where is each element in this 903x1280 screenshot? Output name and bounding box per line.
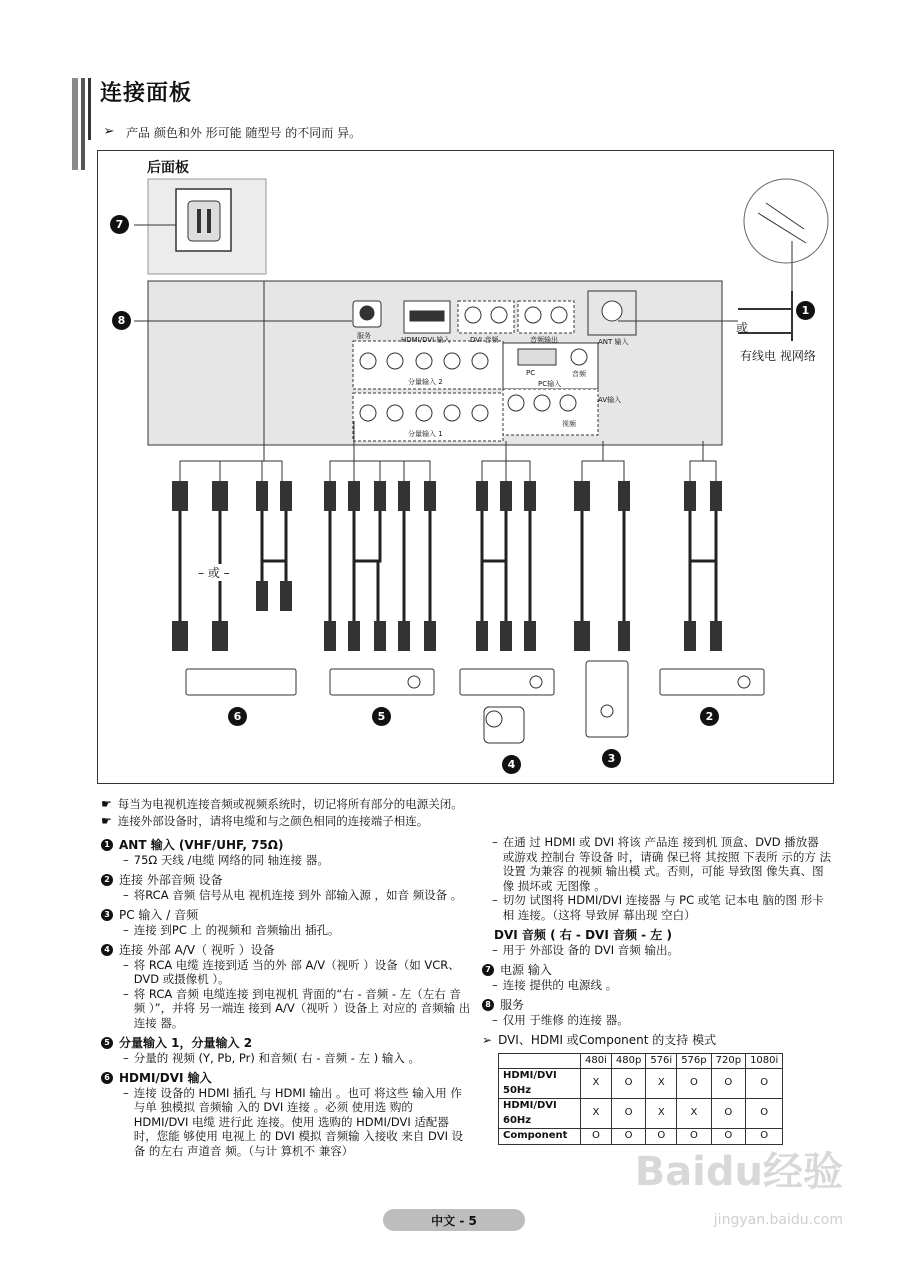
or-label-hdmi: – 或 – (198, 566, 230, 580)
label-pc-audio: 音频 (572, 370, 586, 378)
bullet-item: ☛ 连接外部设备时，请将电缆和与之颜色相同的连接端子相连。 (101, 814, 429, 828)
item-3: 3 PC 输入 / 音频 – 连接 到PC 上 的视频和 音频输出 插孔。 (101, 908, 471, 937)
number-badge: 7 (482, 964, 494, 976)
power-socket-panel (148, 179, 266, 274)
table-row: Component O O O O O O (499, 1129, 783, 1145)
page-footer: 中文 - 5 (383, 1209, 525, 1231)
back-panel-label: 后面板 (147, 160, 189, 176)
dvi-audio-item: DVI 音频 ( 右 - DVI 音频 - 左 ) – 用于 外部设 备的 DVI 音频 输出。 (492, 928, 679, 957)
callout-7: 7 (110, 215, 129, 234)
number-badge: 4 (101, 944, 113, 956)
table-row: HDMI/DVI 50Hz X O X O O O (499, 1069, 783, 1099)
antenna-icon (744, 179, 828, 319)
callout-4: 4 (502, 755, 521, 774)
model-note: ➢ 产品 颜色和外 形可能 随型号 的不同而 异。 (100, 124, 361, 141)
item-4: 4 连接 外部 A/V（ 视听 ）设备 – 将 RCA 电缆 连接到适 当的外 部 A/V（视听 ）设备（如 VCR、DVD 或摄像机 ）。 – 将 RCA 音频 电缆连接 到电视机 背面的“右 - 音频 - 左（左右 音频 ）”，并将 另一端连 接到 A/V（视听 ）设备上 对应的 音频输 出连接 器。 (101, 943, 471, 1030)
label-hdmi-in: HDMI/DVI 输入 (401, 336, 451, 344)
note-arrow-icon: ➢ (103, 124, 115, 139)
connection-diagram (97, 150, 834, 784)
callout-1: 1 (796, 301, 815, 320)
right-column (482, 835, 832, 1145)
cable-network-label: 有线电 视网络 (740, 349, 816, 363)
callout-5: 5 (372, 707, 391, 726)
watermark-logo: Baidu经验 (634, 1149, 843, 1195)
item-8: 8 服务 – 仅用 于维修 的连接 器。 (482, 998, 832, 1027)
number-badge: 5 (101, 1037, 113, 1049)
item-6: 6 HDMI/DVI 输入 – 连接 设备的 HDMI 插孔 与 HDMI 输出 。也可 将这些 输入用 作与单 独模拟 音频输 入的 DVI 连接 。必须 使用选 购的 HDMI/DVI 电缆 进行此 连接。使用 选购的 HDMI/DVI 适配器 时，您能 够使用 电视上 的 DVI 模拟 音频输 入接收 来自 DVI 设备 的左右 声道音 频。（与计 算机不 兼容） (101, 1071, 471, 1158)
label-service: 服务 (357, 332, 371, 340)
number-badge: 6 (101, 1072, 113, 1084)
table-header-row: 480i 480p 576i 576p 720p 1080i (499, 1053, 783, 1069)
pointing-hand-icon: ☛ (101, 797, 112, 811)
bullet-item: ☛ 每当为电视机连接音频或视频系统时，切记将所有部分的电源关闭。 (101, 797, 463, 811)
label-audio-out: 音频输出 (530, 336, 558, 344)
label-pc-in: PC输入 (538, 380, 562, 388)
watermark-url: jingyan.baidu.com (713, 1212, 843, 1228)
table-row: HDMI/DVI 60Hz X O X X O O (499, 1099, 783, 1129)
hdmi-notes: – 在通 过 HDMI 或 DVI 将该 产品连 接到机 顶盒、DVD 播放器 或游戏 控制台 等设备 时，请确 保已将 其按照 下表所 示的方 法设置 为兼容 的视频 输出模 式。否则，可能 导致图 像失真、图像 损坏或 无图像 。 – 切勿 试图将 HDMI/DVI 连接器 与 PC 或笔 记本电 脑的图 形卡相 连接。（这将 导致屏 幕出现 空白） (492, 835, 831, 922)
pointing-hand-icon: ☛ (101, 814, 112, 828)
label-dvi-audio: DVI 音频 (470, 336, 499, 344)
callout-8: 8 (112, 311, 131, 330)
callout-6: 6 (228, 707, 247, 726)
number-badge: 3 (101, 909, 113, 921)
item-2: 2 连接 外部音频 设备 – 将RCA 音频 信号从电 视机连接 到外 部输入源 ，如音 频设备 。 (101, 873, 471, 902)
label-ant-in: ANT 输入 (598, 338, 629, 346)
left-column (101, 838, 471, 1164)
label-component2: 分量输入 2 (408, 378, 443, 386)
label-av-in: AV输入 (598, 396, 622, 404)
item-7: 7 电源 输入 – 连接 提供的 电源线 。 (482, 963, 832, 992)
item-1: 1 ANT 输入 (VHF/UHF, 75Ω) – 75Ω 天线 /电缆 网络的同 轴连接 器。 (101, 838, 471, 867)
callout-3: 3 (602, 749, 621, 768)
label-component1: 分量输入 1 (408, 430, 443, 438)
or-label-antenna: 或 (736, 321, 749, 335)
number-badge: 1 (101, 839, 113, 851)
item-5: 5 分量输入 1，分量输入 2 – 分量的 视频 (Y, Pb, Pr) 和音频( 右 - 音频 - 左 ) 输入 。 (101, 1036, 471, 1065)
note-arrow-icon: ➢ (482, 1033, 493, 1047)
number-badge: 2 (101, 874, 113, 886)
label-pc: PC (526, 369, 536, 377)
number-badge: 8 (482, 999, 494, 1011)
support-modes-title: ➢ DVI、HDMI 或Component 的支持 模式 (482, 1033, 717, 1047)
page-title: 连接面板 (100, 81, 193, 106)
caution-bullets (101, 796, 463, 830)
callout-2: 2 (700, 707, 719, 726)
label-video: 视频 (562, 420, 576, 428)
support-modes-table (498, 1053, 783, 1145)
diagram-drawing (98, 151, 835, 785)
